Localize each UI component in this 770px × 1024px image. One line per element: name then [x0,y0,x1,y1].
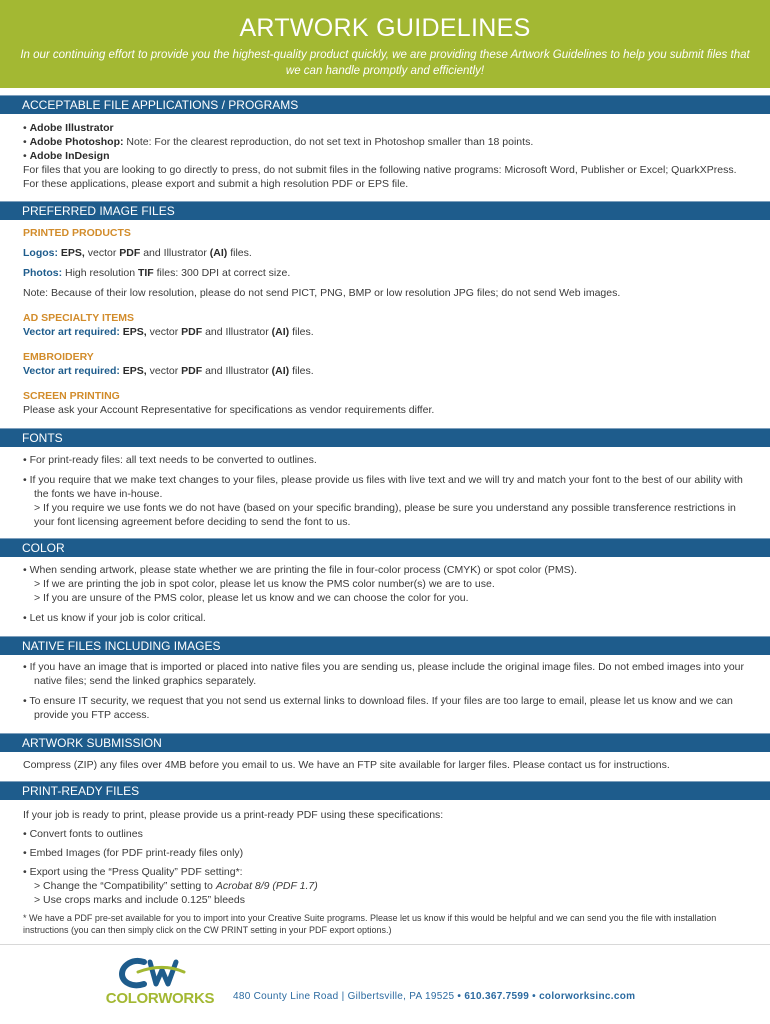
apps-content [23,121,753,191]
footnote: * We have a PDF pre-set available for you to import into your Creative Suite programs. Please let us know if this would be helpful and we can send you the file with installation instructions (you can then simply click on the CW PRINT setting in your PDF export options.) [23,913,717,935]
section-header-color: COLOR [0,538,770,557]
submission-text: Compress (ZIP) any files over 4MB before you email to us. We have an FTP site available for larger files. Please contact us for instructions. [23,759,670,771]
footer-divider [0,944,770,945]
photos-line: Photos: High resolution TIF files: 300 DPI at correct size. [23,267,291,279]
list-item: • Embed Images (for PDF print-ready files only) [23,847,244,859]
logo-mark-icon [104,956,216,992]
page-title: ARTWORK GUIDELINES [239,14,531,42]
ad-vector-line: Vector art required: EPS, vector PDF and Illustrator (AI) files. [23,326,314,338]
list-item: • For print-ready files: all text needs to be converted to outlines. [23,454,317,466]
subheading-embroidery: EMBROIDERY [23,351,94,363]
colorworks-logo [104,956,216,1008]
list-item: • When sending artwork, please state whether we are printing the file in four-color process (CMYK) or spot color (PMS). [23,564,577,576]
page-header [0,0,770,88]
color-subpoint: > If you are unsure of the PMS color, please let us know and we can choose the color for you. [34,592,469,604]
fonts-content [23,453,753,529]
list-item: • Adobe Illustrator [23,122,114,134]
logos-line: Logos: EPS, vector PDF and Illustrator (AI) files. [23,247,252,259]
images-content [23,226,753,417]
list-item: • If you have an image that is imported or placed into native files you are sending us, please include the original image files. Do not embed images into your native files; send the linked graphics separately. [23,661,745,687]
screen-text: Please ask your Account Representative for specifications as vendor requirements differ. [23,404,435,416]
section-header-native: NATIVE FILES INCLUDING IMAGES [0,636,770,655]
section-header-printready: PRINT-READY FILES [0,781,770,800]
intro-text: In our continuing effort to provide you the highest-quality product quickly, we are providing these Artwork Guidelines to help you submit files that we can handle promptly and efficiently! [20,49,750,77]
native-content [23,660,753,722]
footer-address: 480 County Line Road | Gilbertsville, PA 19525 [233,991,455,1002]
section-header-apps: ACCEPTABLE FILE APPLICATIONS / PROGRAMS [0,95,770,114]
list-item: • Export using the “Press Quality” PDF setting*: [23,866,243,878]
apps-paragraph: For files that you are looking to go directly to press, do not submit files in the following native programs: Microsoft Word, Publisher or Excel; QuarkXPress. For these applications, please export and submit a high resolution PDF or EPS file. [23,164,737,190]
note-line: Note: Because of their low resolution, please do not send PICT, PNG, BMP or low resolution JPG files; do not send Web images. [23,287,621,299]
section-header-submission: ARTWORK SUBMISSION [0,733,770,752]
section-header-fonts: FONTS [0,428,770,447]
list-item: • Adobe Photoshop: Note: For the clearest reproduction, do not set text in Photoshop smaller than 18 points. [23,136,534,148]
list-item: • If you require that we make text changes to your files, please provide us files with live text and we will try and match your font to the best of our ability with the fonts we have in-house. [23,474,743,500]
list-item: • Convert fonts to outlines [23,828,143,840]
section-header-images: PREFERRED IMAGE FILES [0,201,770,220]
footer-contact: 480 County Line Road | Gilbertsville, PA 19525 • 610.367.7599 • colorworksinc.com [233,991,636,1002]
color-subpoint: > If we are printing the job in spot color, please let us know the PMS color number(s) we are to use. [34,578,495,590]
subheading-screen-printing: SCREEN PRINTING [23,390,120,402]
list-item: • To ensure IT security, we request that you not send us external links to download files. If your files are too large to email, please let us know and we can provide you FTP access. [23,695,733,721]
list-item: • Adobe InDesign [23,150,110,162]
printready-content [23,808,753,936]
footer-phone: 610.367.7599 [464,991,530,1002]
fonts-subpoint: > If you require we use fonts we do not have (based on your specific branding), please be sure you understand any possible transference restrictions in your font licensing agreement before deciding to send the font to us. [34,502,736,528]
footer-website[interactable]: colorworksinc.com [539,991,636,1002]
printready-intro: If your job is ready to print, please provide us a print-ready PDF using these specifications: [23,809,444,821]
printready-subpoint: > Use crops marks and include 0.125” bleeds [34,894,245,906]
printready-subpoint: > Change the “Compatibility” setting to Acrobat 8/9 (PDF 1.7) [34,880,318,892]
logo-text: COLORWORKS [105,990,215,1007]
color-content [23,563,753,625]
emb-vector-line: Vector art required: EPS, vector PDF and Illustrator (AI) files. [23,365,314,377]
subheading-ad-specialty: AD SPECIALTY ITEMS [23,312,135,324]
list-item: • Let us know if your job is color critical. [23,612,206,624]
subheading-printed: PRINTED PRODUCTS [23,227,131,239]
